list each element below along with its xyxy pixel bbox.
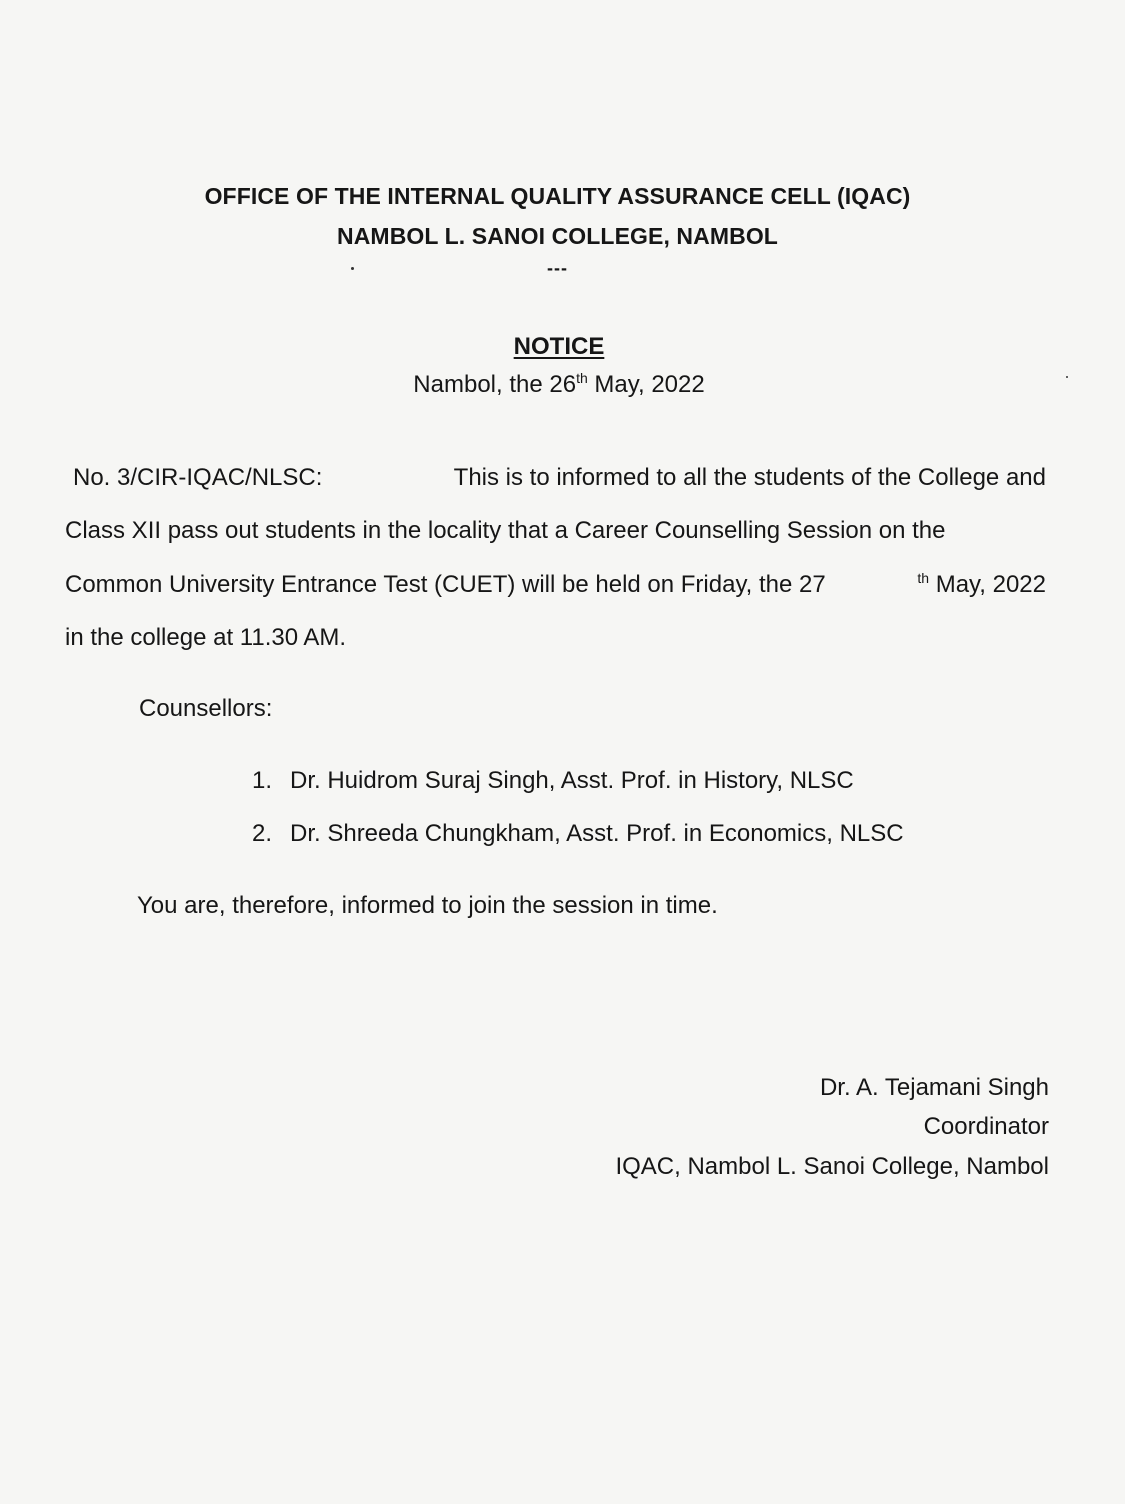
paragraph-line-1-text: This is to informed to all the students of the College and: [453, 464, 1046, 491]
line-3-date: [917, 571, 1046, 599]
item-text: Dr. Huidrom Suraj Singh, Asst. Prof. in History, NLSC: [290, 767, 854, 794]
counsellors-label: Counsellors:: [139, 695, 273, 722]
reference-number: No. 3/CIR-IQAC/NLSC:: [73, 464, 323, 491]
paragraph-line-3: [65, 571, 1046, 599]
notice-date: [0, 371, 1118, 399]
office-heading: OFFICE OF THE INTERNAL QUALITY ASSURANCE CELL (IQAC): [204, 183, 911, 209]
paragraph-line-1: [73, 464, 1046, 492]
line-3-superscript: th: [917, 570, 930, 586]
speck-mark: [351, 267, 354, 270]
paragraph-line-4: in the college at 11.30 AM.: [65, 624, 347, 651]
signatory-role: Coordinator: [923, 1113, 1049, 1140]
counsellor-item: [252, 820, 904, 848]
signatory-organization: IQAC, Nambol L. Sanoi College, Nambol: [615, 1153, 1049, 1180]
paragraph-line-2: [65, 517, 1046, 545]
counsellor-item: [252, 767, 854, 795]
speck-mark: [1066, 376, 1068, 378]
date-prefix: Nambol, the 26: [413, 371, 577, 398]
line-3-prefix: Common University Entrance Test (CUET) will be held on Friday, the 27: [65, 571, 826, 598]
closing-text: You are, therefore, informed to join the session in time.: [137, 892, 718, 919]
item-number: 2.: [252, 820, 273, 847]
signatory-name: Dr. A. Tejamani Singh: [819, 1074, 1049, 1101]
date-suffix: May, 2022: [587, 371, 705, 398]
date-superscript: th: [576, 370, 588, 386]
paragraph-line-2-text: Class XII pass out students in the locality that a Career Counselling Session on the: [65, 517, 946, 544]
notice-title: NOTICE: [513, 333, 605, 360]
item-number: 1.: [252, 767, 273, 794]
heading-separator: ---: [547, 258, 568, 278]
college-heading: NAMBOL L. SANOI COLLEGE, NAMBOL: [337, 223, 778, 249]
item-text: Dr. Shreeda Chungkham, Asst. Prof. in Economics, NLSC: [290, 820, 904, 847]
line-3-suffix: May, 2022: [929, 571, 1046, 598]
